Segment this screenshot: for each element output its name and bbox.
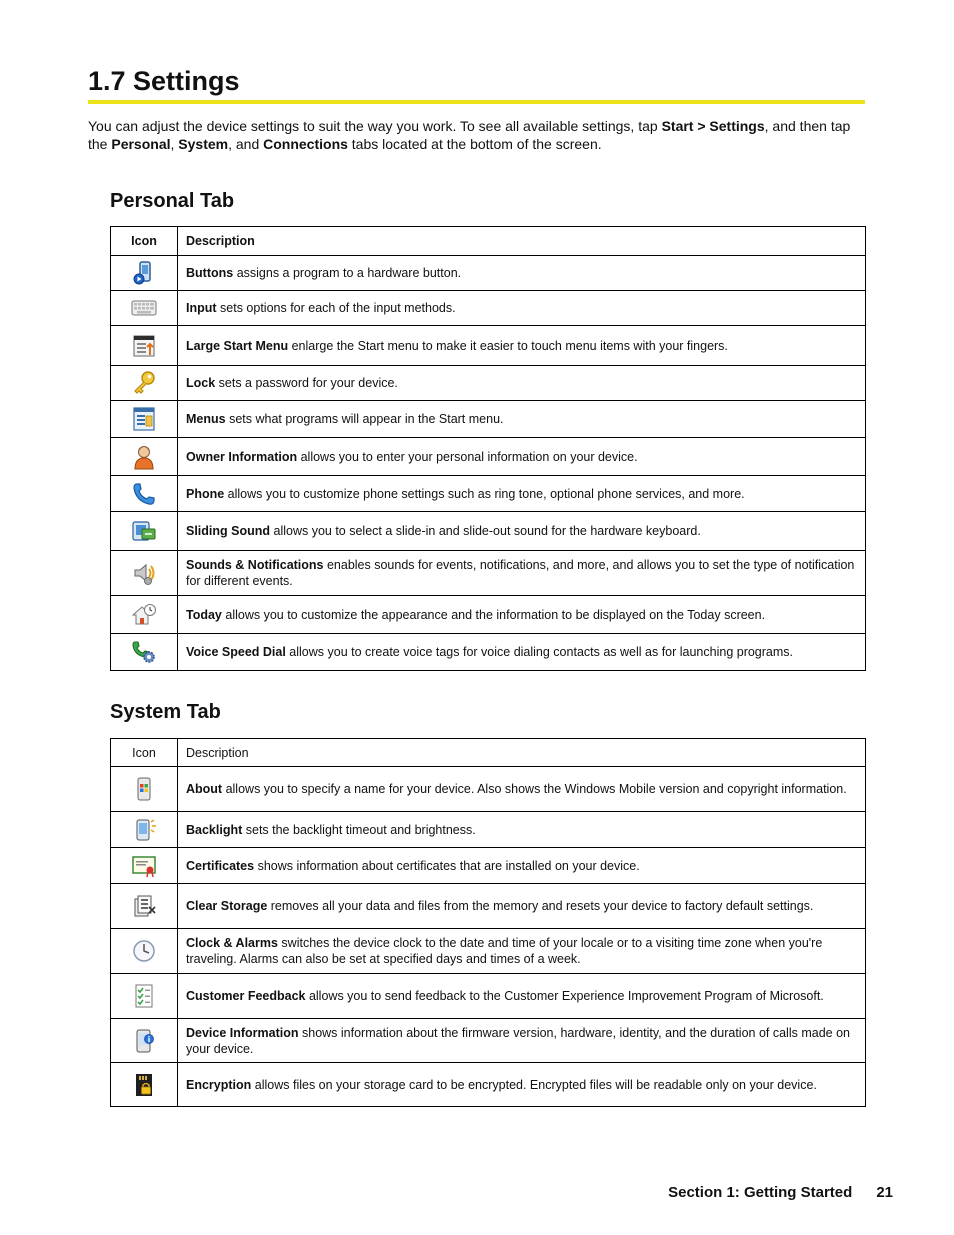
personal-settings-table: [110, 226, 866, 671]
device-info-icon: [131, 1028, 157, 1054]
description-cell: [178, 848, 866, 884]
setting-name: Owner Information: [186, 449, 298, 464]
table-row: [111, 256, 866, 291]
setting-description: sets options for each of the input methods.: [216, 301, 456, 315]
intro-start-settings: Start > Settings: [661, 118, 765, 134]
description-cell: [178, 476, 866, 512]
setting-description: sets a password for your device.: [215, 376, 398, 390]
table-row: [111, 326, 866, 366]
description-column-header: Description: [178, 739, 866, 767]
description-cell: [178, 1063, 866, 1107]
setting-description: assigns a program to a hardware button.: [233, 266, 462, 280]
phone-gear-icon: [131, 639, 157, 665]
table-row: [111, 551, 866, 596]
setting-name: Clear Storage: [186, 899, 268, 913]
setting-name: Customer Feedback: [186, 989, 306, 1003]
setting-name: About: [186, 782, 223, 796]
description-cell: [178, 551, 866, 596]
setting-name: Lock: [186, 376, 216, 390]
setting-description: allows you to enter your personal information on your device.: [297, 449, 638, 464]
page-footer: [668, 1183, 893, 1203]
system-tab-heading: System Tab: [110, 701, 221, 723]
encryption-icon: [131, 1072, 157, 1098]
table-header-row: [111, 739, 866, 767]
intro-system: System: [178, 136, 229, 152]
setting-description: enlarge the Start menu to make it easier to touch menu items with your fingers.: [288, 338, 728, 353]
setting-description: sets what programs will appear in the Start menu.: [225, 412, 504, 426]
icon-column-header: Icon: [111, 739, 178, 767]
setting-description: allows you to customize the appearance and the information to be displayed on the Today screen.: [221, 607, 766, 622]
intro-connections: Connections: [263, 136, 348, 152]
description-cell: [178, 512, 866, 551]
setting-description: allows you to select a slide-in and slide-out sound for the hardware keyboard.: [270, 524, 701, 538]
table-row: [111, 812, 866, 848]
intro-text-2: , and then tap the: [88, 118, 851, 152]
setting-name: Voice Speed Dial: [186, 645, 286, 659]
setting-description: allows you to specify a name for your device. Also shows the Windows Mobile version and copyright information.: [222, 782, 847, 796]
setting-name: Clock & Alarms: [186, 936, 278, 950]
setting-description: shows information about the firmware version, hardware, identity, and the duration of calls made on your device.: [186, 1025, 850, 1056]
table-row: [111, 476, 866, 512]
description-cell: [178, 634, 866, 671]
setting-description: shows information about certificates that are installed on your device.: [254, 858, 640, 873]
setting-description: removes all your data and files from the memory and resets your device to factory default settings.: [267, 899, 814, 913]
description-column-header: Description: [178, 227, 866, 256]
table-row: [111, 848, 866, 884]
setting-name: Today: [186, 607, 222, 622]
intro-paragraph: [88, 117, 868, 153]
setting-description: allows you to customize phone settings such as ring tone, optional phone services, and more.: [224, 486, 745, 501]
setting-description: sets the backlight timeout and brightness.: [242, 822, 476, 837]
table-row: [111, 884, 866, 929]
description-cell: [178, 291, 866, 326]
setting-description: switches the device clock to the date and time of your locale or to a visiting time zone when you're traveling. Alarms can also be set at specified days and times of a week.: [186, 936, 823, 966]
description-cell: [178, 812, 866, 848]
table-row: [111, 1063, 866, 1107]
description-cell: [178, 438, 866, 476]
home-clock-icon: [131, 602, 157, 628]
menus-icon: [131, 406, 157, 432]
phone-handset-icon: [131, 481, 157, 507]
table-row: [111, 401, 866, 438]
description-cell: [178, 974, 866, 1019]
intro-text-3: ,: [170, 136, 179, 152]
description-cell: [178, 767, 866, 812]
setting-name: Backlight: [186, 822, 243, 837]
intro-text-5: tabs located at the bottom of the screen.: [347, 136, 602, 152]
setting-name: Encryption: [186, 1077, 252, 1092]
large-start-menu-icon: [131, 333, 157, 359]
setting-name: Phone: [186, 486, 225, 501]
setting-name: Menus: [186, 412, 226, 426]
personal-tab-heading: Personal Tab: [110, 190, 235, 212]
icon-column-header: Icon: [111, 227, 178, 256]
table-row: [111, 767, 866, 812]
table-header-row: [111, 227, 866, 256]
backlight-icon: [131, 817, 157, 843]
setting-name: Device Information: [186, 1025, 299, 1040]
description-cell: [178, 884, 866, 929]
table-row: [111, 974, 866, 1019]
page-title: 1.7 Settings: [88, 64, 865, 104]
table-row: [111, 438, 866, 476]
setting-name: Sounds & Notifications: [186, 558, 324, 572]
intro-text-1: You can adjust the device settings to suit the way you work. To see all available settings, tap: [88, 118, 662, 134]
description-cell: [178, 401, 866, 438]
table-row: [111, 366, 866, 401]
system-settings-table: [110, 738, 866, 1107]
intro-text-4: , and: [228, 136, 264, 152]
setting-name: Large Start Menu: [186, 338, 289, 353]
setting-name: Sliding Sound: [186, 524, 271, 538]
device-windows-icon: [131, 776, 157, 802]
page-number: 21: [876, 1184, 893, 1201]
setting-description: enables sounds for events, notifications, and more, and allows you to set the type of notification for different events.: [186, 558, 855, 588]
table-row: [111, 596, 866, 634]
clock-icon: [131, 938, 157, 964]
description-cell: [178, 1019, 866, 1063]
person-icon: [131, 444, 157, 470]
description-cell: [178, 326, 866, 366]
table-row: [111, 929, 866, 974]
table-row: [111, 512, 866, 551]
table-row: [111, 1019, 866, 1063]
table-row: [111, 291, 866, 326]
certificate-icon: [131, 853, 157, 879]
footer-section-label: Section 1: Getting Started: [668, 1184, 853, 1201]
setting-description: allows you to create voice tags for voice dialing contacts as well as for launching programs.: [285, 645, 794, 659]
buttons-icon: [131, 260, 157, 286]
keyboard-icon: [126, 295, 162, 321]
description-cell: [178, 596, 866, 634]
checklist-icon: [131, 983, 157, 1009]
setting-name: Input: [186, 301, 217, 315]
setting-description: allows you to send feedback to the Customer Experience Improvement Program of Microsoft.: [305, 989, 824, 1003]
setting-name: Buttons: [186, 266, 234, 280]
description-cell: [178, 256, 866, 291]
setting-description: allows files on your storage card to be encrypted. Encrypted files will be readable only on your device.: [251, 1077, 817, 1092]
sliding-sound-icon: [131, 518, 157, 544]
description-cell: [178, 366, 866, 401]
intro-personal: Personal: [111, 136, 171, 152]
table-row: [111, 634, 866, 671]
key-icon: [131, 370, 157, 396]
setting-name: Certificates: [186, 858, 255, 873]
description-cell: [178, 929, 866, 974]
clear-storage-icon: [131, 893, 157, 919]
speaker-icon: [131, 560, 157, 586]
